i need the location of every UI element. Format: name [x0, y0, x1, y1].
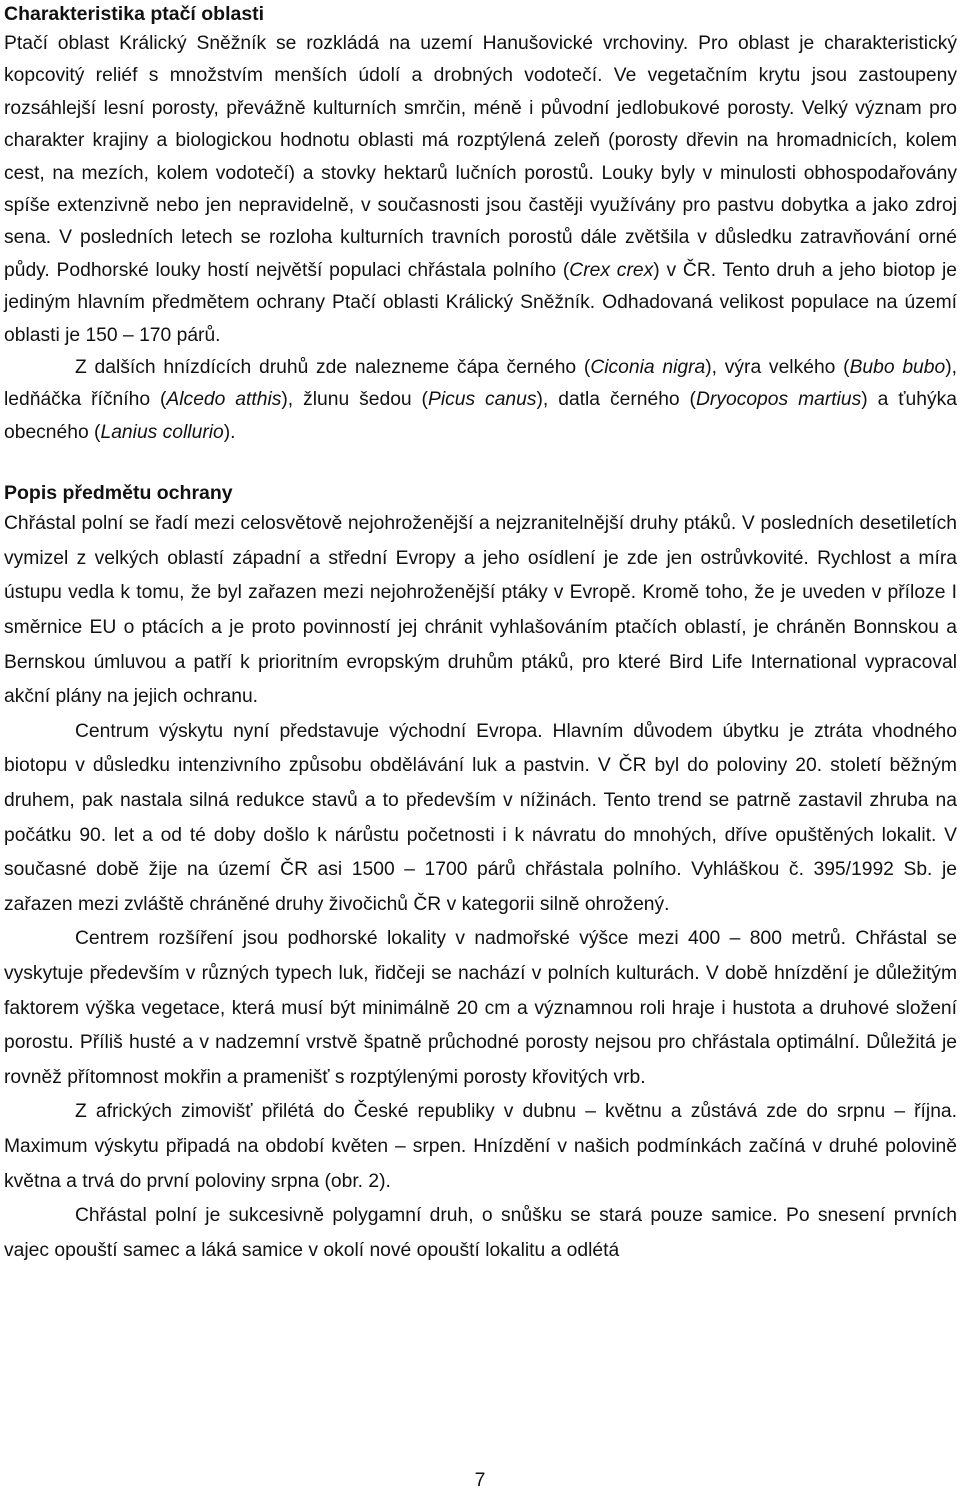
- paragraph: Z afrických zimovišť přilétá do České republiky v dubnu – květnu a zůstává zde do srpnu – října. Maximum výskytu připadá na období květen – srpen. Hnízdění v našich podmínkách začíná v druhé polovině května a trvá do první poloviny srpna (obr. 2).: [4, 1101, 957, 1192]
- document-page: [4, 0, 957, 1268]
- species-name: Picus canus: [427, 389, 537, 411]
- paragraph: Z dalších hnízdících druhů zde nalezneme čápa černého (Ciconia nigra), výra velkého (Bubo bubo), ledňáčka říčního (Alcedo atthis), žlunu šedou (Picus canus), datla černého (Dryocopos martius) a ťuhýka obecného (Lanius collurio).: [4, 357, 958, 443]
- species-name: Ciconia nigra: [590, 357, 706, 379]
- section-heading: Popis předmětu ochrany: [4, 482, 233, 505]
- species-name: Bubo bubo: [849, 357, 946, 379]
- paragraph: Chřástal polní se řadí mezi celosvětově nejohroženější a nejzranitelnější druhy ptáků. V posledních desetiletích vymizel z velkých oblastí západní a střední Evropy a jeho osídlení je zde jen ostrůvkovité. Rychlost a míra ústupu vedla k tomu, že byl zařazen mezi nejohroženější ptáky v Evropě. Kromě toho, že je uveden v příloze I směrnice EU o ptácích a je proto povinností jej chránit vyhlašováním ptačích oblastí, je chráněn Bonnskou a Bernskou úmluvou a patří k prioritním evropským druhům ptáků, pro které Bird Life International vypracoval akční plány na jejich ochranu.: [4, 513, 957, 708]
- species-name: Crex crex: [569, 259, 654, 281]
- species-name: Dryocopos martius: [695, 389, 862, 411]
- section-spacer: [4, 449, 957, 480]
- paragraph: Centrem rozšíření jsou podhorské lokality v nadmořské výšce mezi 400 – 800 metrů. Chřástal se vyskytuje především v různých typech luk, řidčeji se nachází v polních kulturách. V době hnízdění je důležitým faktorem výška vegetace, která musí být minimálně 20 cm a významnou roli hraje i hustota a druhové složení porostu. Příliš husté a v nadzemní vrstvě špatně průchodné porosty nejsou pro chřástala optimální. Důležitá je rovněž přítomnost mokřin a pramenišť s rozptýlenými porosty křovitých vrb.: [4, 928, 957, 1088]
- species-name: Alcedo atthis: [166, 389, 282, 411]
- species-name: Lanius collurio: [100, 421, 224, 443]
- page-number: 7: [474, 1470, 486, 1491]
- paragraph: Ptačí oblast Králický Sněžník se rozkládá na uzemí Hanušovické vrchoviny. Pro oblast je charakteristický kopcovitý reliéf s množstvím menších údolí a drobných vodotečí. Ve vegetačním krytu jsou zastoupeny rozsáhlejší lesní porosty, převážně kulturních smrčin, méně i původní jedlobukové porosty. Velký význam pro charakter krajiny a biologickou hodnotu oblasti má rozptýlená zeleň (porosty dřevin na hromadnicích, kolem cest, na mezích, kolem vodotečí) a stovky hektarů lučních porostů. Louky byly v minulosti obhospodařovány spíše extenzivně nebo jen nepravidelně, v současnosti jsou častěji využívány pro pastvu dobytka a jako zdroj sena. V posledních letech se rozloha kulturních travních porostů dále zvětšila v důsledku zatravňování orné půdy. Podhorské louky hostí největší populaci chřástala polního (Crex crex) v ČR. Tento druh a jeho biotop je jediným hlavním předmětem ochrany Ptačí oblasti Králický Sněžník. Odhadovaná velikost populace na území oblasti je 150 – 170 párů.: [4, 33, 957, 346]
- paragraph: Chřástal polní je sukcesivně polygamní druh, o snůšku se stará pouze samice. Po snesení prvních vajec opouští samec a láká samice v okolí nové opouští lokalitu a odlétá: [4, 1205, 957, 1261]
- paragraph: Centrum výskytu nyní představuje východní Evropa. Hlavním důvodem úbytku je ztráta vhodného biotopu v důsledku intenzivního způsobu obdělávání luk a pastvin. V ČR byl do poloviny 20. století běžným druhem, pak nastala silná redukce stavů a to především v nížinách. Tento trend se patrně zastavil zhruba na počátku 90. let a od té doby došlo k nárůstu početnosti i k návratu do mnohých, dříve opuštěných lokalit. V současné době žije na území ČR asi 1500 – 1700 párů chřástala polního. Vyhláškou č. 395/1992 Sb. je zařazen mezi zvláště chráněné druhy živočichů ČR v kategorii silně ohrožený.: [4, 720, 957, 915]
- section-heading: Charakteristika ptačí oblasti: [4, 3, 265, 25]
